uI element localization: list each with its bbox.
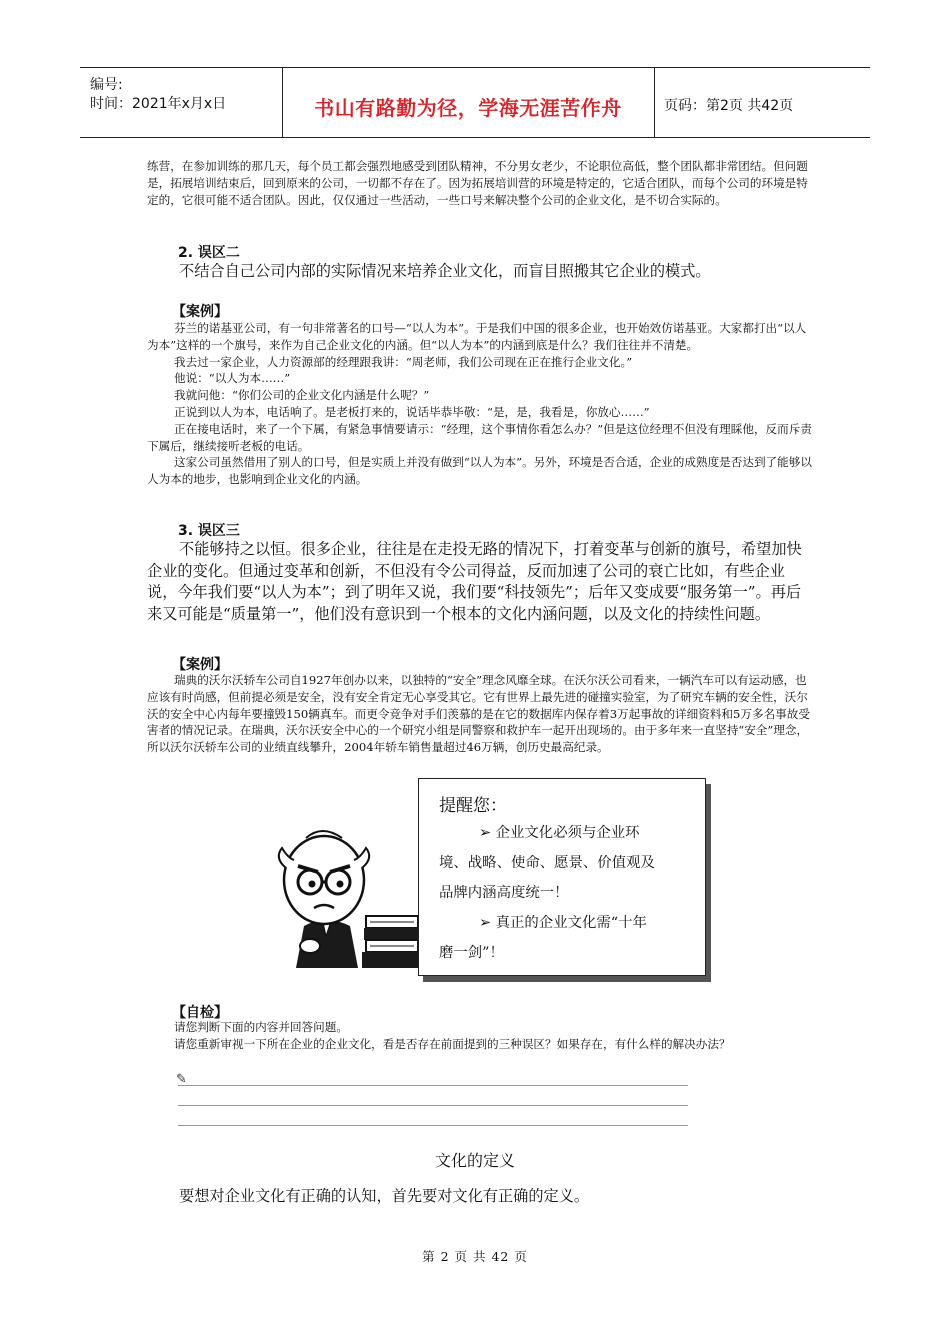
header-motto: 书山有路勤为径，学海无涯苦作舟 [314,96,622,120]
self-check-block [147,1019,813,1053]
reminder-line: 境、战略、使命、愿景、价值观及 [439,855,655,871]
section2-case-block [147,320,813,488]
section2-case-label: 【案例】 [172,304,228,320]
case-paragraph: 我就问他：“你们公司的企业文化内涵是什么呢？” [174,388,430,403]
definition-text: 要想对企业文化有正确的认知，首先要对文化有正确的定义。 [179,1187,590,1205]
header-page-cell [654,68,870,137]
answer-line[interactable] [178,1105,688,1106]
document-time: 时间：2021年x月x日 [90,96,227,112]
pen-icon: ✎ [176,1072,187,1087]
definition-block [147,1186,813,1208]
page-header [80,67,870,138]
answer-line[interactable] [178,1085,688,1086]
definition-title: 文化的定义 [434,1151,515,1170]
section2-heading: 2. 误区二 [178,245,240,261]
reminder-box [418,778,706,976]
self-check-instruction: 请您判断下面的内容并回答问题。 [174,1020,348,1034]
case-paragraph: 我去过一家企业，人力资源部的经理跟我讲：“周老师，我们公司现在正在推行企业文化。” [174,354,633,369]
cartoon-man-illustration [266,818,426,976]
case-paragraph: 正说到以人为本，电话响了。是老板打来的，说话毕恭毕敬：“是，是，我看是，你放心……” [174,404,650,419]
section3-statement: 不能够持之以恒。很多企业，往往是在走投无路的情况下，打着变革与创新的旗号，希望加快企业的变化。但通过变革和创新，不但没有令公司得益，反而加速了公司的衰亡比如，有些企业说，今年我们要“以人为本”；到了明年又说，我们要“科技领先”；后年又变成要“服务第一”。再后来又可能是“质量第一”，他们没有意识到一个根本的文化内涵问题，以及文化的持续性问题。 [147,540,802,623]
document-number: 编号: [90,77,123,93]
reminder-line: 磨一剑”！ [439,945,504,961]
case-paragraph: 正在接电话时，来了一个下属，有紧急事情要请示：“经理，这个事情你看怎么办？”但是这位经理不但没有理睬他，反而斥责下属后，继续接听老板的电话。 [147,421,812,453]
case-paragraph: 他说：“以人为本……” [174,371,291,386]
section2-statement-block [147,261,813,283]
reminder-line: ➢ 真正的企业文化需“十年 [479,915,647,931]
reminder-line: ➢ 企业文化必须与企业环 [479,825,640,841]
reminder-title: 提醒您： [439,796,507,816]
answer-line[interactable] [178,1125,688,1126]
section2-statement: 不结合自己公司内部的实际情况来培养企业文化，而盲目照搬其它企业的模式。 [179,262,711,280]
volvo-case-paragraph: 瑞典的沃尔沃轿车公司自1927年创办以来，以独特的“安全”理念风靡全球。在沃尔沃公司看来，一辆汽车可以有运动感，也应该有时尚感，但前提必须是安全，没有安全肯定无心享受其它。它有世界上最先进的碰撞实验室，为了研究车辆的安全性，沃尔沃的安全中心内每年要撞毁150辆真车。而更令竞争对手们羡慕的是在它的数据库内保存着3万起事故的详细资料和5万多名事故受害者的情况记录。在瑞典，沃尔沃安全中心的一个研究小组是同警察和救护车一起开出现场的。由于多年来一直坚持“安全”理念，所以沃尔沃轿车公司的业绩直线攀升，2004年轿车销售量超过46万辆，创历史最高纪录。 [147,673,810,755]
section3-heading: 3. 误区三 [178,523,240,539]
section3-statement-block [147,539,813,625]
reminder-line: 品牌内涵高度统一！ [439,885,569,901]
intro-paragraph-block [147,158,813,208]
header-page-number: 页码：第2页 共42页 [664,98,794,114]
header-motto-cell [282,68,655,137]
case-paragraph: 这家公司虽然借用了别人的口号，但是实质上并没有做到“以人为本”。另外，环境是否合适，企业的成熟度是否达到了能够以人为本的地步，也影响到企业文化的内涵。 [147,455,812,487]
header-info-cell [80,68,283,137]
section3-case-label: 【案例】 [172,657,228,673]
self-check-question: 请您重新审视一下所在企业的企业文化，看是否存在前面提到的三种误区？如果存在，有什么样的解决办法？ [174,1036,731,1051]
intro-paragraph: 练营，在参加训练的那几天，每个员工都会强烈地感受到团队精神，不分男女老少，不论职位高低，整个团队都非常团结。但问题是，拓展培训结束后，回到原来的公司，一切都不存在了。因为拓展培训营的环境是特定的，它适合团队，而每个公司的环境是特定的，它很可能不适合团队。因此，仅仅通过一些活动，一些口号来解决整个公司的企业文化，是不切合实际的。 [147,159,808,207]
page-footer: 第 2 页 共 42 页 [422,1249,528,1264]
case-paragraph: 芬兰的诺基亚公司，有一句非常著名的口号—“以人为本”。于是我们中国的很多企业，也开始效仿诺基亚。大家都打出“以人为本”这样的一个旗号，来作为自己企业文化的内涵。但“以人为本”的内涵到底是什么？我们往往并不清楚。 [147,321,807,352]
section3-case-block [147,672,813,756]
self-check-label: 【自检】 [172,1005,228,1021]
